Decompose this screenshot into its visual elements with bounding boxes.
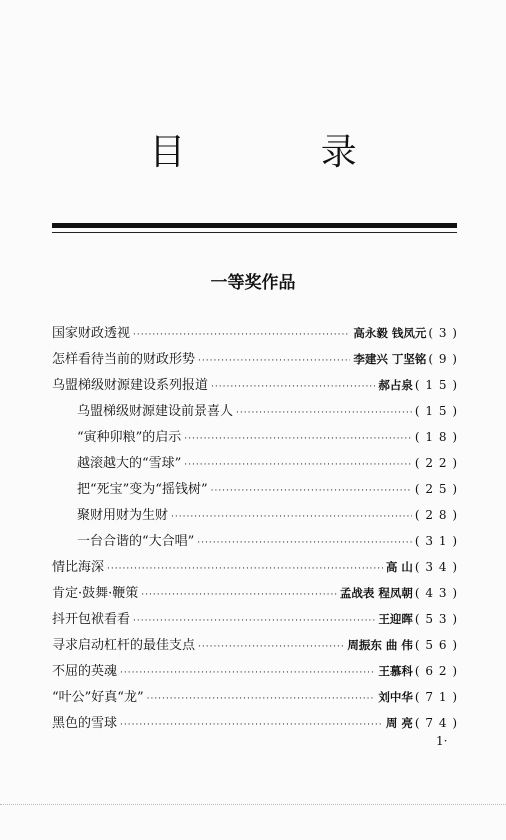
dot-leader: [133, 616, 375, 626]
entry-page: ( 9 ): [428, 352, 458, 366]
entry-title: “寅种卯粮”的启示: [77, 430, 182, 445]
entry-page: ( 2 5 ): [414, 482, 458, 496]
dot-leader: [120, 720, 383, 730]
entry-authors: 高 山: [385, 560, 413, 574]
entry-page: ( 1 5 ): [414, 378, 458, 392]
dot-leader: [198, 642, 344, 652]
toc-entry[interactable]: [52, 660, 458, 680]
entry-title: 黑色的雪球: [52, 716, 118, 731]
entry-title: 不屈的英魂: [52, 664, 118, 679]
dot-leader: [171, 512, 412, 522]
dot-leader: [184, 434, 412, 444]
entry-title: 国家财政透视: [52, 326, 131, 341]
entry-authors: 高永毅 钱凤元: [353, 326, 427, 340]
entry-page: ( 7 4 ): [414, 716, 458, 730]
dot-leader: [133, 330, 350, 340]
entry-title: 一台合谐的“大合唱”: [77, 534, 195, 549]
dot-leader: [120, 668, 375, 678]
entry-page: ( 1 8 ): [414, 430, 458, 444]
entry-page: ( 2 2 ): [414, 456, 458, 470]
entry-authors: 郝占泉: [378, 378, 413, 392]
toc-subentry[interactable]: [77, 478, 458, 498]
scan-edge-line: [0, 804, 506, 805]
toc-entry[interactable]: [52, 374, 458, 394]
toc-entry[interactable]: [52, 634, 458, 654]
entry-page: ( 2 8 ): [414, 508, 458, 522]
entry-title: 肯定·鼓舞·鞭策: [52, 586, 139, 601]
entry-page: ( 5 6 ): [414, 638, 458, 652]
toc-entry[interactable]: [52, 712, 458, 732]
dot-leader: [147, 694, 376, 704]
toc-subentry[interactable]: [77, 426, 458, 446]
entry-page: ( 5 3 ): [414, 612, 458, 626]
dot-leader: [211, 486, 412, 496]
entry-authors: 王迎晖: [378, 612, 413, 626]
entry-title: 情比海深: [52, 560, 105, 575]
entry-authors: 李建兴 丁坚铭: [353, 352, 427, 366]
entry-title: 怎样看待当前的财政形势: [52, 352, 196, 367]
toc-entry[interactable]: [52, 582, 458, 602]
dot-leader: [236, 408, 412, 418]
dot-leader: [211, 382, 375, 392]
entry-page: ( 6 2 ): [414, 664, 458, 678]
toc-subentry[interactable]: [77, 452, 458, 472]
toc-subentry[interactable]: [77, 504, 458, 524]
toc-subentry[interactable]: [77, 400, 458, 420]
entry-page: ( 7 1 ): [414, 690, 458, 704]
page-number: 1·: [436, 734, 448, 748]
entry-title: “叶公”好真“龙”: [52, 690, 144, 705]
entry-authors: 孟战表 程凤朝: [339, 586, 413, 600]
title-rule-thick: [52, 223, 457, 228]
entry-title: 聚财用财为生财: [77, 508, 169, 523]
entry-title: 越滚越大的“雪球”: [77, 456, 182, 471]
toc-entry[interactable]: [52, 608, 458, 628]
entry-page: ( 3 1 ): [414, 534, 458, 548]
entry-title: 乌盟梯级财源建设前景喜人: [77, 404, 234, 419]
title-rule-thin: [52, 232, 457, 233]
entry-title: 抖开包袱看看: [52, 612, 131, 627]
entry-page: ( 1 5 ): [414, 404, 458, 418]
toc-entry[interactable]: [52, 556, 458, 576]
toc-entry[interactable]: [52, 686, 458, 706]
entry-page: ( 4 3 ): [414, 586, 458, 600]
entry-authors: 周振东 曲 伟: [347, 638, 413, 652]
dot-leader: [141, 590, 337, 600]
toc-title: 目 录: [149, 132, 419, 173]
entry-title: 乌盟梯级财源建设系列报道: [52, 378, 209, 393]
entry-authors: 王慕科: [378, 664, 413, 678]
toc-entry[interactable]: [52, 348, 458, 368]
dot-leader: [197, 538, 412, 548]
entry-page: ( 3 4 ): [414, 560, 458, 574]
entry-title: 把“死宝”变为“摇钱树”: [77, 482, 208, 497]
section-heading: 一等奖作品: [210, 273, 296, 293]
toc-entry[interactable]: [52, 322, 458, 342]
entry-page: ( 3 ): [428, 326, 458, 340]
dot-leader: [107, 564, 383, 574]
entry-authors: 周 亮: [385, 716, 413, 730]
entry-authors: 刘中华: [378, 690, 413, 704]
dot-leader: [198, 356, 350, 366]
entry-title: 寻求启动杠杆的最佳支点: [52, 638, 196, 653]
toc-subentry[interactable]: [77, 530, 458, 550]
dot-leader: [184, 460, 412, 470]
